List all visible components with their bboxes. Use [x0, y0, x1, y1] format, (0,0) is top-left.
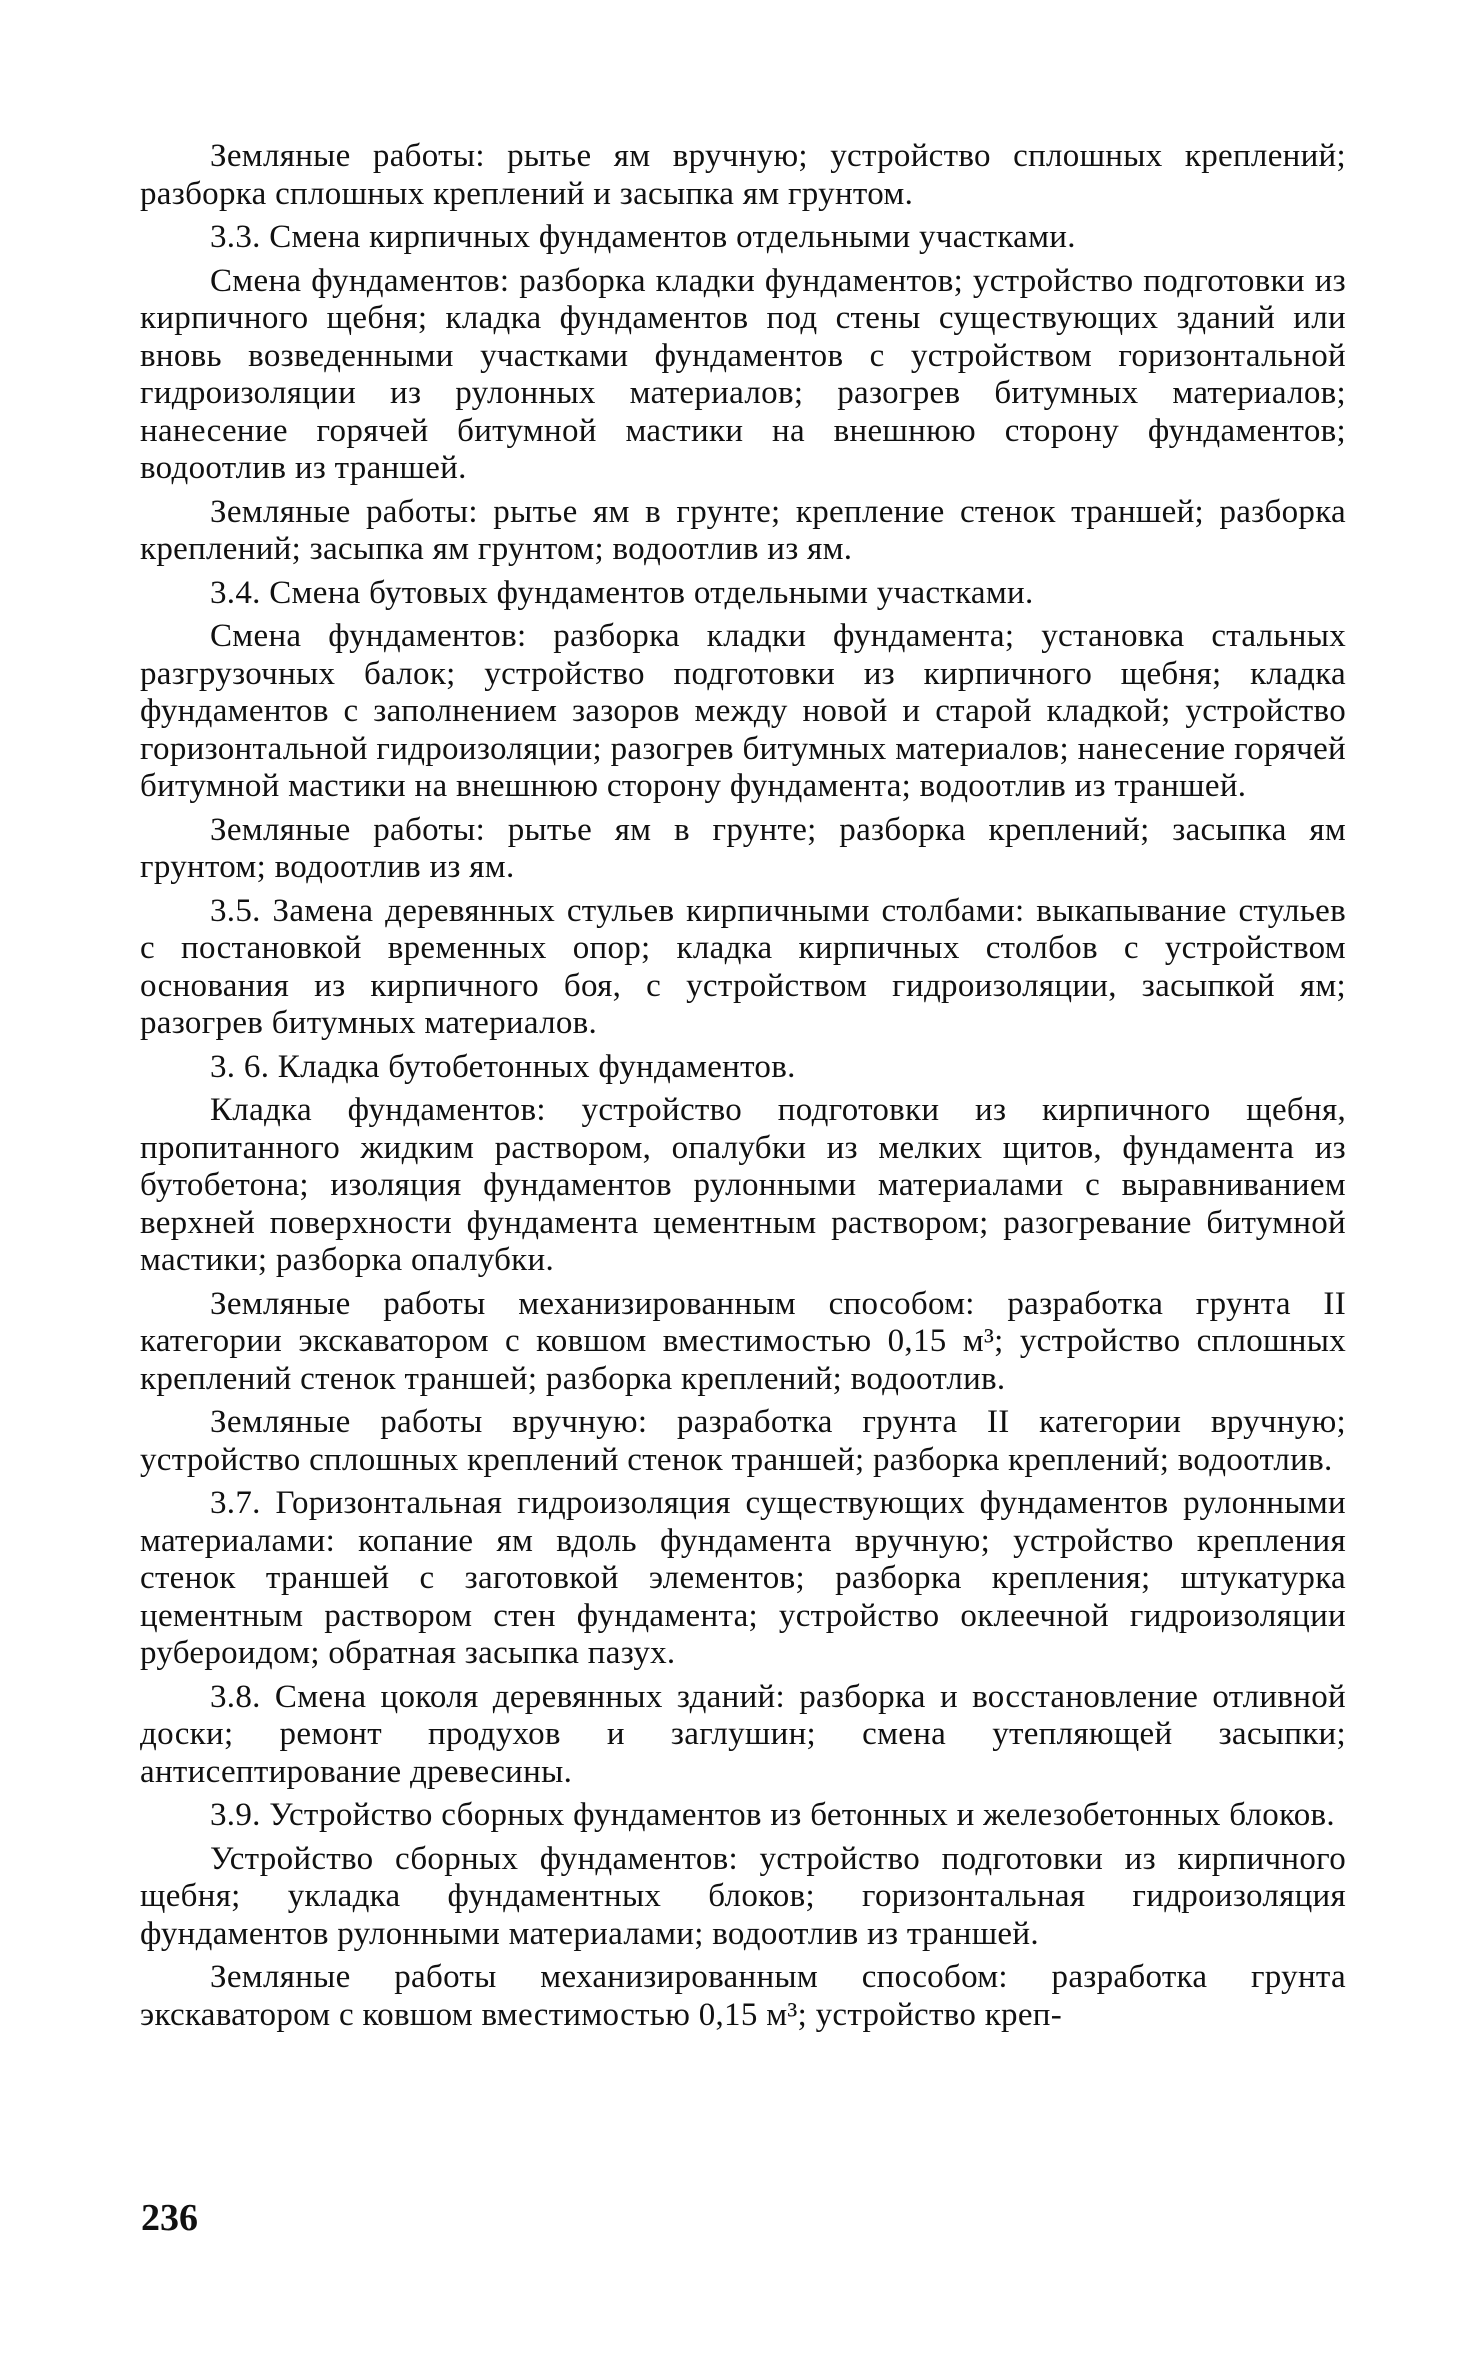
paragraph-earthworks-3-4: Земляные работы: рытье ям в грунте; разборка креплений; засыпка ям грунтом; водоотлив из ям. [140, 811, 1346, 885]
paragraph-earthworks-by-hand: Земляные работы вручную: разработка грунта II категории вручную; устройство сплошных креплений стенок траншей; разборка креплений; водоотлив. [140, 1404, 1346, 1478]
paragraph-rubble-foundation-replacement: Смена фундаментов: разборка кладки фундамента; установка стальных разгрузочных балок; устройство подготовки из кирпичного щебня; кладка фундаментов с заполнением зазоров между новой и старой кладкой; устройство горизонтальной гидроизоляции; разогрев битумных материалов; нанесение горячей битумной мастики на внешнюю сторону фундамента; водоотлив из траншей. [140, 618, 1346, 804]
body-text [140, 138, 1346, 2040]
paragraph-earthworks-manual: Земляные работы: рытье ям вручную; устройство сплошных креплений; разборка сплошных креплений и засыпка ям грунтом. [140, 138, 1346, 212]
paragraph-brick-foundation-replacement: Смена фундаментов: разборка кладки фундаментов; устройство подготовки из кирпичного щебня; кладка фундаментов под стены существующих зданий или вновь возведенными участками фундаментов с устройством горизонтальной гидроизоляции из рулонных материалов; разогрев битумных материалов; нанесение горячей битумной мастики на внешнюю сторону фундаментов; водоотлив из траншей. [140, 262, 1346, 486]
paragraph-earthworks-3-3: Земляные работы: рытье ям в грунте; крепление стенок траншей; разборка креплений; засыпка ям грунтом; водоотлив из ям. [140, 493, 1346, 567]
section-3-8: 3.8. Смена цоколя деревянных зданий: разборка и восстановление отливной доски; ремонт продухов и заглушин; смена утепляющей засыпки; антисептирование древесины. [140, 1678, 1346, 1790]
paragraph-earthworks-mechanized: Земляные работы механизированным способом: разработка грунта II категории экскаватором с ковшом вместимостью 0,15 м³; устройство сплошных креплений стенок траншей; разборка креплений; водоотлив. [140, 1285, 1346, 1397]
paragraph-precast-foundations: Устройство сборных фундаментов: устройство подготовки из кирпичного щебня; укладка фундаментных блоков; горизонтальная гидроизоляция фундаментов рулонными материалами; водоотлив из траншей. [140, 1840, 1346, 1952]
paragraph-foundation-laying: Кладка фундаментов: устройство подготовки из кирпичного щебня, пропитанного жидким раствором, опалубки из мелких щитов, фундамента из бутобетона; изоляция фундаментов рулонными материалами с выравниванием верхней поверхности фундамента цементным раствором; разогревание битумной мастики; разборка опалубки. [140, 1092, 1346, 1278]
section-3-5: 3.5. Замена деревянных стульев кирпичными столбами: выкапывание стульев с постановкой временных опор; кладка кирпичных столбов с устройством основания из кирпичного боя, с устройством гидроизоляции, засыпкой ям; разогрев битумных материалов. [140, 892, 1346, 1041]
section-heading-3-9: 3.9. Устройство сборных фундаментов из бетонных и железобетонных блоков. [210, 1797, 1335, 1833]
section-3-7: 3.7. Горизонтальная гидроизоляция существующих фундаментов рулонными материалами: копание ям вдоль фундамента вручную; устройство крепления стенок траншей с заготовкой элементов; разборка крепления; штукатурка цементным раствором стен фундамента; устройство оклеечной гидроизоляции рубероидом; обратная засыпка пазух. [140, 1485, 1346, 1671]
paragraph-earthworks-mechanized-2: Земляные работы механизированным способом: разработка грунта экскаватором с ковшом вместимостью 0,15 м³; устройство креп- [140, 1959, 1346, 2033]
section-heading-3-4: 3.4. Смена бутовых фундаментов отдельными участками. [210, 574, 1034, 611]
section-heading-3-6: 3. 6. Кладка бутобетонных фундаментов. [210, 1048, 796, 1085]
page-number: 236 [141, 2197, 198, 2239]
section-heading-3-3: 3.3. Смена кирпичных фундаментов отдельными участками. [210, 219, 1076, 255]
